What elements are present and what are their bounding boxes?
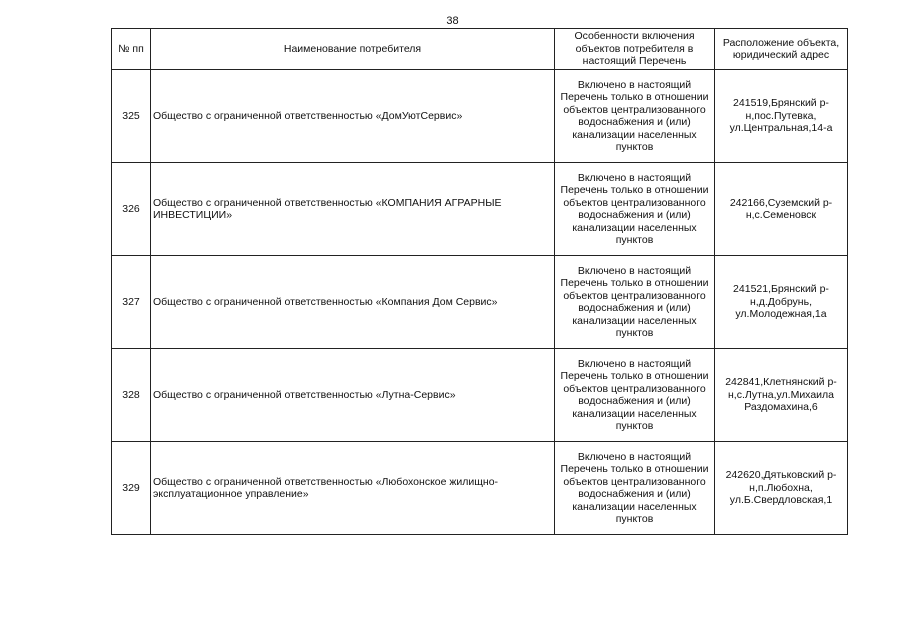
consumer-table	[111, 28, 848, 535]
row-address: 242620,Дятьковский р-н,п.Любохна, ул.Б.Свердловская,1	[715, 442, 848, 535]
row-features: Включено в настоящий Перечень только в отношении объектов централизованного водоснабжения и (или) канализации населенных пунктов	[555, 256, 715, 349]
table-row	[112, 70, 848, 163]
table-row	[112, 442, 848, 535]
row-name: Общество с ограниченной ответственностью «ДомУютСервис»	[151, 70, 555, 163]
row-features: Включено в настоящий Перечень только в отношении объектов централизованного водоснабжения и (или) канализации населенных пунктов	[555, 349, 715, 442]
header-num: № пп	[112, 29, 151, 70]
page-number: 38	[446, 15, 459, 27]
header-features: Особенности включения объектов потребителя в настоящий Перечень	[555, 29, 715, 70]
row-address: 241521,Брянский р-н,д.Добрунь, ул.Молодежная,1а	[715, 256, 848, 349]
header-address: Расположение объекта, юридический адрес	[715, 29, 848, 70]
table-row	[112, 163, 848, 256]
row-address: 241519,Брянский р-н,пос.Путевка, ул.Центральная,14-а	[715, 70, 848, 163]
row-num: 325	[112, 70, 151, 163]
row-num: 328	[112, 349, 151, 442]
table-row	[112, 349, 848, 442]
row-features: Включено в настоящий Перечень только в отношении объектов централизованного водоснабжения и (или) канализации населенных пунктов	[555, 442, 715, 535]
row-name: Общество с ограниченной ответственностью «Лутна-Сервис»	[151, 349, 555, 442]
table-row	[112, 256, 848, 349]
row-num: 329	[112, 442, 151, 535]
row-address: 242166,Суземский р-н,с.Семеновск	[715, 163, 848, 256]
row-features: Включено в настоящий Перечень только в отношении объектов централизованного водоснабжения и (или) канализации населенных пунктов	[555, 163, 715, 256]
row-name: Общество с ограниченной ответственностью «КОМПАНИЯ АГРАРНЫЕ ИНВЕСТИЦИИ»	[151, 163, 555, 256]
table-header-row	[112, 29, 848, 70]
row-name: Общество с ограниченной ответственностью «Любохонское жилищно-эксплуатационное управление»	[151, 442, 555, 535]
row-name: Общество с ограниченной ответственностью «Компания Дом Сервис»	[151, 256, 555, 349]
row-features: Включено в настоящий Перечень только в отношении объектов централизованного водоснабжения и (или) канализации населенных пунктов	[555, 70, 715, 163]
header-name: Наименование потребителя	[151, 29, 555, 70]
row-num: 327	[112, 256, 151, 349]
row-num: 326	[112, 163, 151, 256]
row-address: 242841,Клетнянский р-н,с.Лутна,ул.Михаила Раздомахина,6	[715, 349, 848, 442]
